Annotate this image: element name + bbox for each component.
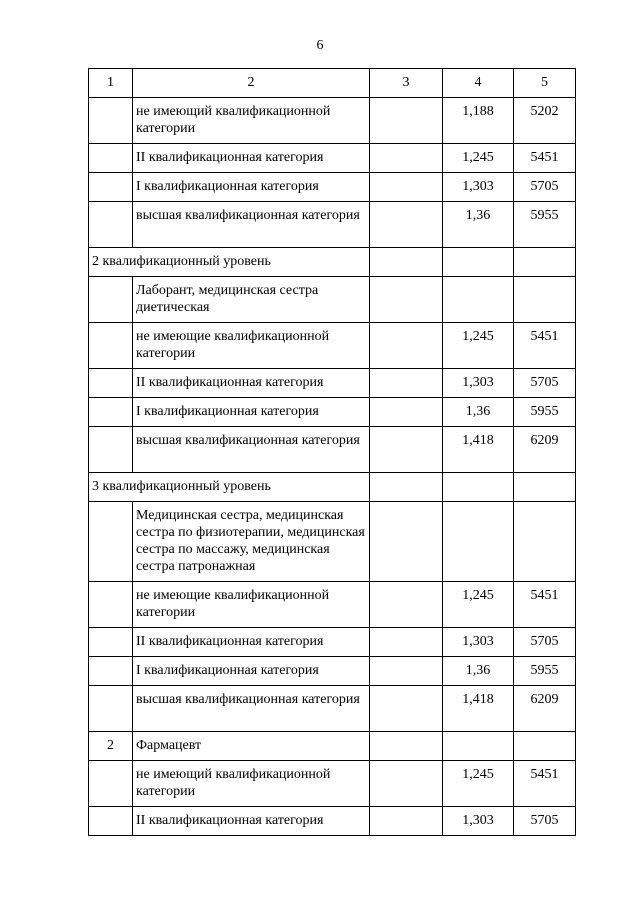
coefficient-cell: 1,303 [443,369,514,398]
table-row [89,761,576,807]
level-heading-cell: 2 квалификационный уровень [89,248,370,277]
row-number-cell [89,323,133,369]
coefficient-cell [443,473,514,502]
position-name-cell: II квалификационная категория [133,144,370,173]
table-row [89,807,576,836]
coefficient-cell: 1,245 [443,144,514,173]
salary-cell: 5451 [514,582,576,628]
table-row [89,427,576,473]
salary-cell [514,473,576,502]
salary-cell: 5705 [514,369,576,398]
col3-cell [370,473,443,502]
table-row [89,173,576,202]
position-name-cell: не имеющие квалификационной категории [133,582,370,628]
coefficient-cell [443,502,514,582]
salary-cell: 5202 [514,98,576,144]
position-name-cell: Фармацевт [133,732,370,761]
col3-cell [370,427,443,473]
level-heading-cell: 3 квалификационный уровень [89,473,370,502]
table-row [89,369,576,398]
table-row [89,582,576,628]
table-row [89,202,576,248]
position-name-cell: I квалификационная категория [133,173,370,202]
row-number-cell: 2 [89,732,133,761]
salary-cell: 6209 [514,427,576,473]
col3-cell [370,398,443,427]
col3-cell [370,173,443,202]
salary-cell: 5451 [514,323,576,369]
position-name-cell: не имеющий квалификационной категории [133,761,370,807]
row-number-cell [89,427,133,473]
header-cell-4: 4 [443,69,514,98]
col3-cell [370,277,443,323]
position-name-cell: II квалификационная категория [133,369,370,398]
table-row [89,398,576,427]
row-number-cell [89,277,133,323]
coefficient-cell: 1,36 [443,202,514,248]
table-row [89,98,576,144]
position-name-cell: не имеющие квалификационной категории [133,323,370,369]
salary-cell: 5955 [514,398,576,427]
coefficient-cell: 1,245 [443,582,514,628]
row-number-cell [89,398,133,427]
position-name-cell: II квалификационная категория [133,807,370,836]
table-body [89,69,576,836]
row-number-cell [89,98,133,144]
header-row [89,69,576,98]
position-name-cell: Лаборант, медицинская сестра диетическая [133,277,370,323]
row-number-cell [89,144,133,173]
col3-cell [370,628,443,657]
table-row [89,144,576,173]
col3-cell [370,582,443,628]
table-row [89,248,576,277]
salary-cell [514,732,576,761]
header-cell-5: 5 [514,69,576,98]
position-name-cell: не имеющий квалификационной категории [133,98,370,144]
row-number-cell [89,173,133,202]
salary-cell: 5705 [514,807,576,836]
position-name-cell: Медицинская сестра, медицинская сестра по физиотерапии, медицинская сестра по массажу, медицинская сестра патронажная [133,502,370,582]
col3-cell [370,323,443,369]
row-number-cell [89,628,133,657]
coefficient-cell: 1,303 [443,807,514,836]
coefficient-cell: 1,36 [443,657,514,686]
position-name-cell: высшая квалификационная категория [133,427,370,473]
coefficient-cell: 1,188 [443,98,514,144]
col3-cell [370,98,443,144]
salary-cell: 5705 [514,628,576,657]
salary-cell [514,502,576,582]
col3-cell [370,657,443,686]
row-number-cell [89,369,133,398]
salary-cell [514,277,576,323]
row-number-cell [89,582,133,628]
col3-cell [370,144,443,173]
coefficient-cell: 1,36 [443,398,514,427]
table-row [89,473,576,502]
table-row [89,732,576,761]
row-number-cell [89,502,133,582]
table-row [89,502,576,582]
salary-cell: 5705 [514,173,576,202]
salary-cell: 6209 [514,686,576,732]
table-row [89,686,576,732]
salary-coefficients-table [88,68,576,836]
position-name-cell: высшая квалификационная категория [133,686,370,732]
coefficient-cell: 1,418 [443,427,514,473]
salary-cell: 5955 [514,202,576,248]
page-number: 6 [316,38,324,53]
coefficient-cell: 1,418 [443,686,514,732]
position-name-cell: I квалификационная категория [133,398,370,427]
col3-cell [370,807,443,836]
salary-cell: 5955 [514,657,576,686]
row-number-cell [89,657,133,686]
coefficient-cell [443,248,514,277]
header-cell-2: 2 [133,69,370,98]
col3-cell [370,732,443,761]
table-row [89,628,576,657]
table-row [89,657,576,686]
col3-cell [370,369,443,398]
coefficient-cell: 1,245 [443,323,514,369]
row-number-cell [89,202,133,248]
coefficient-cell: 1,303 [443,628,514,657]
col3-cell [370,686,443,732]
row-number-cell [89,686,133,732]
row-number-cell [89,761,133,807]
col3-cell [370,248,443,277]
col3-cell [370,502,443,582]
row-number-cell [89,807,133,836]
coefficient-cell: 1,245 [443,761,514,807]
salary-cell: 5451 [514,761,576,807]
position-name-cell: I квалификационная категория [133,657,370,686]
coefficient-cell [443,277,514,323]
salary-cell: 5451 [514,144,576,173]
coefficient-cell [443,732,514,761]
col3-cell [370,761,443,807]
salary-cell [514,248,576,277]
col3-cell [370,202,443,248]
table-row [89,323,576,369]
header-cell-1: 1 [89,69,133,98]
header-cell-3: 3 [370,69,443,98]
position-name-cell: II квалификационная категория [133,628,370,657]
coefficient-cell: 1,303 [443,173,514,202]
table-row [89,277,576,323]
position-name-cell: высшая квалификационная категория [133,202,370,248]
